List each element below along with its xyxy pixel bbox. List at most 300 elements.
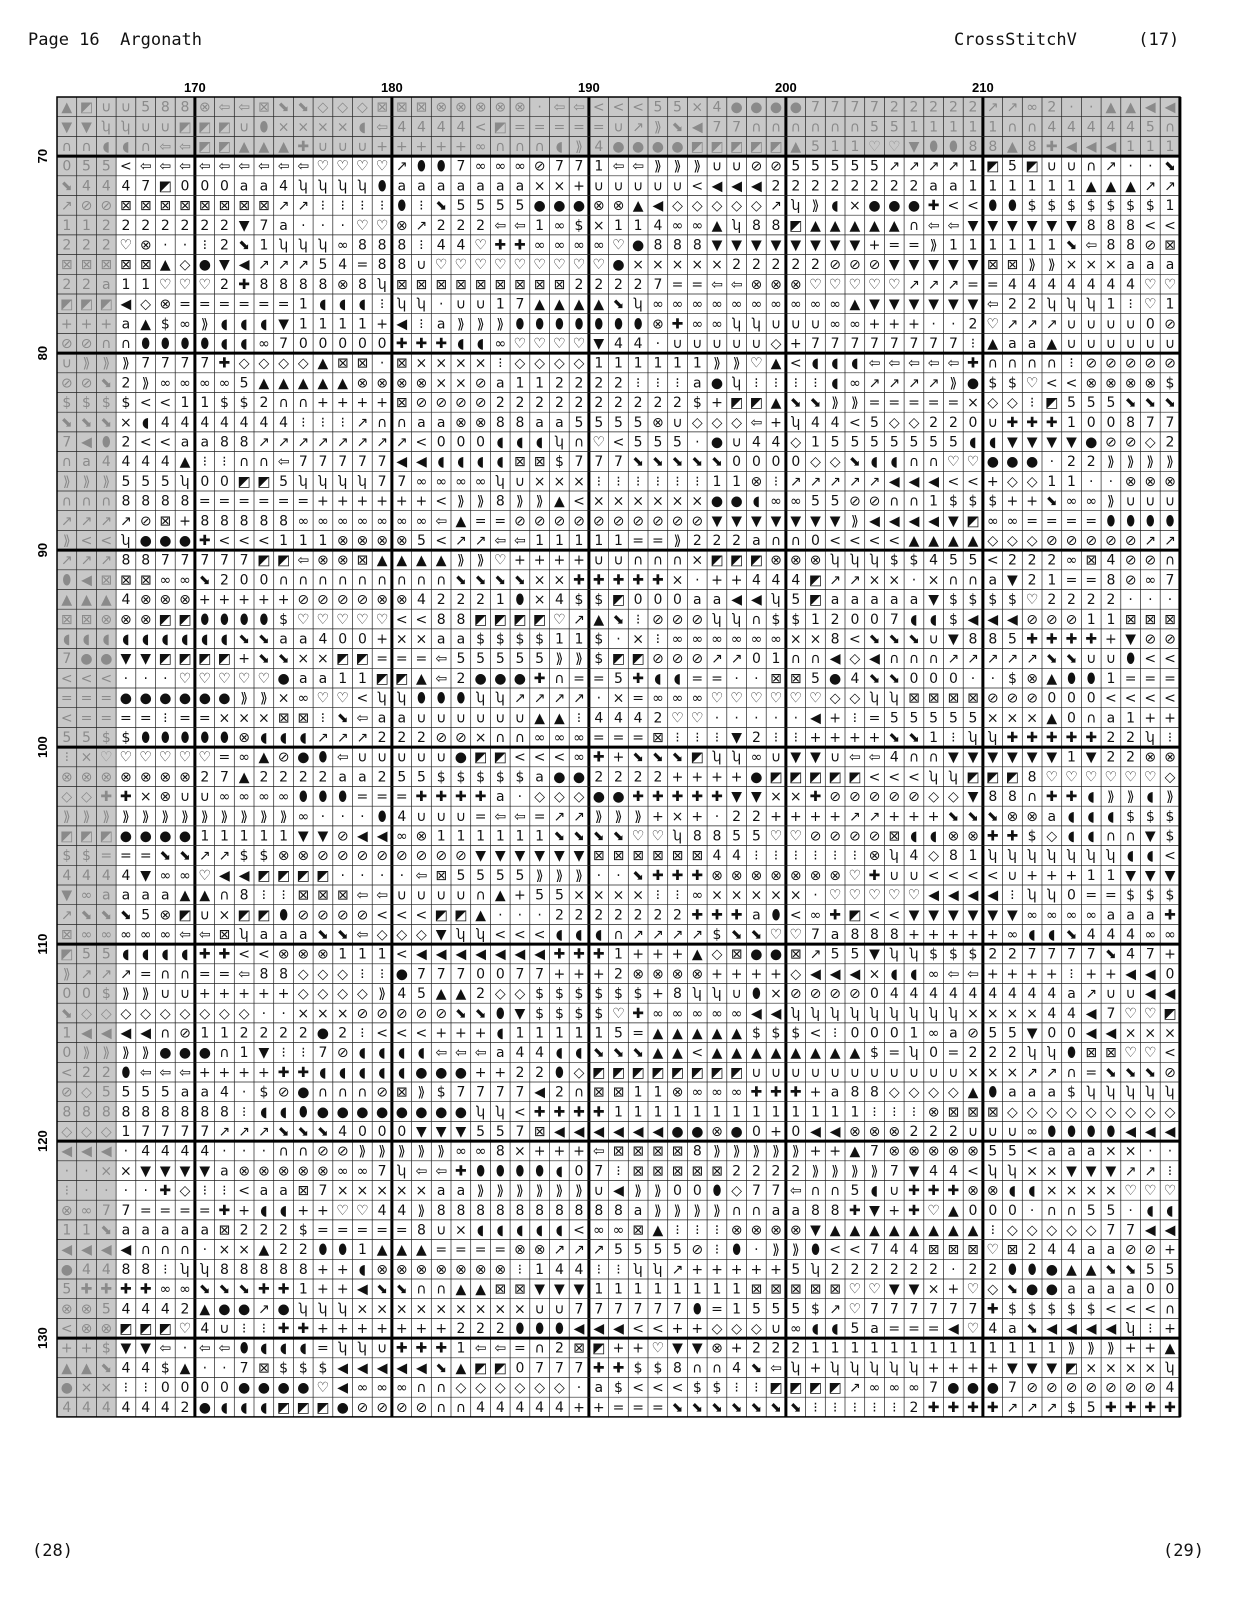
stitch-symbol: ◀ xyxy=(574,1321,585,1337)
stitch-symbol: · xyxy=(616,632,620,648)
stitch-symbol: ⟫ xyxy=(556,868,564,884)
stitch-symbol: ◖ xyxy=(1147,1203,1154,1219)
stitch-symbol: ⊠ xyxy=(810,1282,822,1298)
stitch-symbol: ⊘ xyxy=(435,1006,447,1022)
stitch-symbol: ⊠ xyxy=(691,848,703,864)
stitch-symbol: ⇦ xyxy=(278,159,290,175)
stitch-symbol: ♡ xyxy=(770,691,783,707)
stitch-symbol: × xyxy=(1046,1183,1058,1199)
stitch-symbol: 2 xyxy=(791,257,800,273)
stitch-symbol: ∞ xyxy=(376,1380,388,1396)
stitch-symbol: ▲ xyxy=(653,1045,664,1061)
stitch-symbol: 1 xyxy=(82,1223,91,1239)
stitch-symbol: 5 xyxy=(811,159,820,175)
stitch-symbol: ⬮ xyxy=(988,198,997,214)
stitch-symbol: ◇ xyxy=(495,1380,506,1396)
stitch-symbol: ◩ xyxy=(395,671,408,687)
stitch-symbol: ⊘ xyxy=(337,592,349,608)
stitch-symbol: ⬊ xyxy=(435,198,447,214)
stitch-symbol: ⁝ xyxy=(222,1183,226,1199)
stitch-symbol: ⊗ xyxy=(514,1242,526,1258)
stitch-symbol: ⊘ xyxy=(1144,632,1156,648)
stitch-symbol: 1 xyxy=(62,218,71,234)
stitch-symbol: ʮ xyxy=(318,474,327,490)
stitch-symbol: ∞ xyxy=(120,927,132,943)
stitch-symbol: ◇ xyxy=(180,1006,191,1022)
stitch-symbol: ▼ xyxy=(1007,750,1018,766)
stitch-symbol: ▲ xyxy=(278,139,289,155)
stitch-symbol: ⬮ xyxy=(200,730,209,746)
stitch-symbol: ↗ xyxy=(948,159,960,175)
stitch-symbol: ◇ xyxy=(534,356,545,372)
stitch-symbol: ◇ xyxy=(790,435,801,451)
stitch-symbol: a xyxy=(141,1223,150,1239)
stitch-symbol: 1 xyxy=(634,1282,643,1298)
stitch-symbol: < xyxy=(691,1045,703,1061)
stitch-symbol: ● xyxy=(218,691,230,707)
stitch-symbol: ▼ xyxy=(515,1006,526,1022)
stitch-symbol: ∞ xyxy=(711,1085,723,1101)
stitch-symbol: ∩ xyxy=(515,139,525,155)
stitch-symbol: < xyxy=(376,907,388,923)
stitch-symbol: ◩ xyxy=(730,1065,743,1081)
stitch-symbol: ▲ xyxy=(790,1045,801,1061)
stitch-symbol: ▲ xyxy=(1165,1341,1176,1357)
stitch-symbol: ● xyxy=(829,671,841,687)
stitch-symbol: 2 xyxy=(259,395,268,411)
stitch-symbol: ↗ xyxy=(1007,1400,1019,1416)
page-label: Page 16 xyxy=(28,30,100,50)
stitch-symbol: a xyxy=(457,1183,466,1199)
stitch-symbol: ↗ xyxy=(1144,1163,1156,1179)
stitch-symbol: 5 xyxy=(614,415,623,431)
stitch-symbol: ⇦ xyxy=(613,159,625,175)
stitch-symbol: 1 xyxy=(614,356,623,372)
stitch-symbol: = xyxy=(613,730,625,746)
stitch-symbol: ◀ xyxy=(121,1026,132,1042)
stitch-symbol: ⁝ xyxy=(675,730,679,746)
stitch-symbol: ▼ xyxy=(515,848,526,864)
stitch-symbol: ∩ xyxy=(141,139,151,155)
stitch-symbol: a xyxy=(437,316,446,332)
stitch-symbol: ∩ xyxy=(1027,119,1037,135)
stitch-symbol: ◖ xyxy=(260,1341,267,1357)
stitch-symbol: 7 xyxy=(535,966,544,982)
stitch-symbol: ⟫ xyxy=(654,1183,662,1199)
stitch-symbol: a xyxy=(693,375,702,391)
stitch-symbol: ∞ xyxy=(573,730,585,746)
stitch-symbol: ♡ xyxy=(494,257,507,273)
stitch-symbol: ⊠ xyxy=(672,1163,684,1179)
stitch-symbol: ⟫ xyxy=(398,1144,406,1160)
stitch-symbol: ◩ xyxy=(80,297,93,313)
stitch-symbol: ♡ xyxy=(1124,1006,1137,1022)
stitch-symbol: · xyxy=(498,907,502,923)
stitch-symbol: 4 xyxy=(555,1400,564,1416)
stitch-symbol: ◀ xyxy=(653,1124,664,1140)
stitch-symbol: ✚ xyxy=(494,238,506,254)
stitch-symbol: × xyxy=(475,730,487,746)
stitch-symbol: × xyxy=(711,257,723,273)
stitch-symbol: ∩ xyxy=(357,1085,367,1101)
stitch-symbol: ◀ xyxy=(121,1242,132,1258)
stitch-symbol: 8 xyxy=(358,238,367,254)
stitch-symbol: $ xyxy=(1146,809,1155,825)
stitch-symbol: 7 xyxy=(673,1301,682,1317)
stitch-symbol: 2 xyxy=(575,375,584,391)
stitch-symbol: ʮ xyxy=(496,1104,505,1120)
stitch-symbol: 7 xyxy=(594,1301,603,1317)
stitch-symbol: < xyxy=(1164,1045,1176,1061)
stitch-symbol: = xyxy=(396,789,408,805)
stitch-symbol: < xyxy=(849,533,861,549)
stitch-symbol: ◇ xyxy=(830,454,841,470)
stitch-symbol: 0 xyxy=(791,1124,800,1140)
stitch-symbol: 5 xyxy=(161,1085,170,1101)
stitch-symbol: ▼ xyxy=(731,238,742,254)
stitch-symbol: ʮ xyxy=(732,612,741,628)
stitch-symbol: ⊘ xyxy=(869,257,881,273)
stitch-symbol: 4 xyxy=(1106,277,1115,293)
stitch-symbol: < xyxy=(238,1183,250,1199)
stitch-symbol: ✚ xyxy=(593,1360,605,1376)
stitch-symbol: 4 xyxy=(181,1144,190,1160)
pattern-name: Argonath xyxy=(120,30,202,50)
stitch-symbol: ▲ xyxy=(1086,1262,1097,1278)
stitch-symbol: ∪ xyxy=(988,1124,998,1140)
stitch-symbol: ◩ xyxy=(691,139,704,155)
stitch-symbol: ◖ xyxy=(103,139,110,155)
stitch-symbol: 4 xyxy=(102,178,111,194)
stitch-symbol: ⊗ xyxy=(81,1321,93,1337)
stitch-symbol: ✚ xyxy=(573,1104,585,1120)
column-label: 210 xyxy=(972,80,994,95)
stitch-symbol: ◇ xyxy=(1027,533,1038,549)
stitch-symbol: 2 xyxy=(515,1065,524,1081)
stitch-symbol: ✚ xyxy=(140,1282,152,1298)
stitch-symbol: ◇ xyxy=(416,927,427,943)
stitch-symbol: ◀ xyxy=(810,966,821,982)
stitch-symbol: 2 xyxy=(535,395,544,411)
stitch-symbol: 1 xyxy=(535,218,544,234)
stitch-symbol: < xyxy=(120,159,132,175)
stitch-symbol: ⊠ xyxy=(967,1104,979,1120)
stitch-symbol: ◇ xyxy=(712,415,723,431)
stitch-symbol: ∪ xyxy=(850,1065,860,1081)
stitch-symbol: ⊘ xyxy=(1105,356,1117,372)
stitch-symbol: ʮ xyxy=(121,533,130,549)
stitch-symbol: $ xyxy=(1008,671,1017,687)
stitch-symbol: ʮ xyxy=(830,1006,839,1022)
stitch-symbol: ♡ xyxy=(376,612,389,628)
stitch-symbol: ∩ xyxy=(850,119,860,135)
stitch-symbol: = xyxy=(376,651,388,667)
stitch-symbol: 2 xyxy=(653,907,662,923)
stitch-symbol: ◇ xyxy=(790,966,801,982)
stitch-symbol: ⊠ xyxy=(632,1163,644,1179)
stitch-symbol: ⊘ xyxy=(1105,1380,1117,1396)
stitch-symbol: 0 xyxy=(1067,710,1076,726)
stitch-symbol: ⁝ xyxy=(1168,730,1172,746)
stitch-symbol: 2 xyxy=(890,1262,899,1278)
stitch-symbol: ∞ xyxy=(357,1380,369,1396)
stitch-symbol: ▼ xyxy=(810,513,821,529)
stitch-symbol: 5 xyxy=(614,1242,623,1258)
stitch-symbol: ⊠ xyxy=(948,1104,960,1120)
stitch-symbol: ⟫ xyxy=(733,356,741,372)
stitch-symbol: ◩ xyxy=(631,1065,644,1081)
stitch-symbol: ♡ xyxy=(711,691,724,707)
stitch-symbol: · xyxy=(124,1183,128,1199)
stitch-symbol: · xyxy=(242,1085,246,1101)
stitch-symbol: 7 xyxy=(240,1360,249,1376)
stitch-symbol: ◩ xyxy=(769,139,782,155)
stitch-symbol: ↗ xyxy=(554,691,566,707)
stitch-symbol: ▼ xyxy=(771,513,782,529)
stitch-symbol: 5 xyxy=(988,1144,997,1160)
stitch-symbol: ∞ xyxy=(928,966,940,982)
stitch-symbol: ⬮ xyxy=(614,316,623,332)
stitch-symbol: 8 xyxy=(988,789,997,805)
stitch-symbol: ⬊ xyxy=(396,1282,408,1298)
stitch-symbol: ✚ xyxy=(416,789,428,805)
stitch-symbol: ✚ xyxy=(120,789,132,805)
stitch-symbol: ⊘ xyxy=(1144,1380,1156,1396)
stitch-symbol: a xyxy=(989,572,998,588)
stitch-symbol: < xyxy=(61,671,73,687)
stitch-symbol: 4 xyxy=(850,671,859,687)
stitch-symbol: ⁝ xyxy=(65,1183,69,1199)
stitch-symbol: ◖ xyxy=(497,1223,504,1239)
stitch-symbol: ⁝ xyxy=(774,848,778,864)
stitch-symbol: ⬮ xyxy=(1067,1045,1076,1061)
stitch-symbol: a xyxy=(358,769,367,785)
stitch-symbol: 8 xyxy=(1008,789,1017,805)
stitch-symbol: · xyxy=(262,1006,266,1022)
stitch-symbol: 4 xyxy=(82,178,91,194)
stitch-symbol: ∩ xyxy=(1086,159,1096,175)
stitch-symbol: ⊠ xyxy=(120,572,132,588)
stitch-symbol: ▼ xyxy=(731,730,742,746)
stitch-symbol: ◀ xyxy=(357,829,368,845)
stitch-symbol: ⊠ xyxy=(199,198,211,214)
stitch-symbol: ʮ xyxy=(239,927,248,943)
stitch-symbol: ∩ xyxy=(101,336,111,352)
stitch-symbol: ⊘ xyxy=(652,651,664,667)
stitch-symbol: ∞ xyxy=(376,513,388,529)
stitch-symbol: 5 xyxy=(1087,1400,1096,1416)
stitch-symbol: ✚ xyxy=(770,1085,782,1101)
stitch-symbol: ◖ xyxy=(221,316,228,332)
stitch-symbol: 1 xyxy=(1126,710,1135,726)
stitch-symbol: ◀ xyxy=(574,1124,585,1140)
stitch-symbol: ▼ xyxy=(968,907,979,923)
stitch-symbol: ⟫ xyxy=(634,1183,642,1199)
stitch-symbol: 4 xyxy=(732,848,741,864)
stitch-symbol: ⊗ xyxy=(1105,375,1117,391)
stitch-symbol: ▲ xyxy=(633,198,644,214)
stitch-symbol: × xyxy=(455,356,467,372)
stitch-symbol: ♡ xyxy=(829,888,842,904)
stitch-symbol: 0 xyxy=(1166,966,1175,982)
stitch-symbol: 2 xyxy=(1028,572,1037,588)
stitch-symbol: ⊗ xyxy=(810,868,822,884)
stitch-symbol: ▲ xyxy=(534,710,545,726)
stitch-symbol: $ xyxy=(62,848,71,864)
stitch-symbol: ⁝ xyxy=(833,1400,837,1416)
stitch-symbol: ◀ xyxy=(1165,1223,1176,1239)
stitch-symbol: + xyxy=(534,1144,546,1160)
footer-right-page: (29) xyxy=(1163,1541,1204,1561)
stitch-symbol: ⁝ xyxy=(675,375,679,391)
stitch-symbol: ∞ xyxy=(672,218,684,234)
stitch-symbol: ✚ xyxy=(593,750,605,766)
stitch-symbol: ◖ xyxy=(240,1400,247,1416)
stitch-symbol: 2 xyxy=(929,1124,938,1140)
stitch-symbol: ● xyxy=(514,671,526,687)
stitch-symbol: 8 xyxy=(1106,572,1115,588)
stitch-symbol: ♡ xyxy=(849,1282,862,1298)
stitch-symbol: ▼ xyxy=(968,750,979,766)
stitch-symbol: $ xyxy=(1028,198,1037,214)
stitch-symbol: a xyxy=(1067,1282,1076,1298)
stitch-symbol: ◖ xyxy=(240,336,247,352)
stitch-symbol: ◩ xyxy=(848,769,861,785)
stitch-symbol: ↗ xyxy=(829,1301,841,1317)
stitch-symbol: ● xyxy=(277,1301,289,1317)
stitch-symbol: 5 xyxy=(831,159,840,175)
stitch-symbol: ▼ xyxy=(81,119,92,135)
stitch-symbol: $ xyxy=(1126,888,1135,904)
stitch-symbol: 7 xyxy=(161,553,170,569)
stitch-symbol: = xyxy=(258,494,270,510)
stitch-symbol: ◀ xyxy=(140,1026,151,1042)
stitch-symbol: + xyxy=(652,809,664,825)
stitch-symbol: ⬊ xyxy=(238,1282,250,1298)
stitch-symbol: ⬮ xyxy=(929,139,938,155)
stitch-symbol: $ xyxy=(121,395,130,411)
stitch-symbol: = xyxy=(100,848,112,864)
stitch-symbol: 0 xyxy=(200,178,209,194)
stitch-symbol: 5 xyxy=(850,1183,859,1199)
stitch-symbol: ⊘ xyxy=(849,257,861,273)
stitch-symbol: ◀ xyxy=(219,868,230,884)
stitch-symbol: 1 xyxy=(969,159,978,175)
stitch-symbol: ⬊ xyxy=(888,730,900,746)
stitch-symbol: ∩ xyxy=(751,119,761,135)
stitch-symbol: ▲ xyxy=(554,494,565,510)
stitch-symbol: ▲ xyxy=(987,336,998,352)
stitch-symbol: ✚ xyxy=(219,1203,231,1219)
stitch-symbol: ⇦ xyxy=(514,533,526,549)
stitch-symbol: ♡ xyxy=(927,1203,940,1219)
stitch-symbol: ◖ xyxy=(260,1203,267,1219)
stitch-symbol: ⊠ xyxy=(278,710,290,726)
stitch-symbol: 1 xyxy=(476,829,485,845)
stitch-symbol: ◩ xyxy=(159,651,172,667)
stitch-symbol: ⊗ xyxy=(928,1144,940,1160)
stitch-symbol: ⬮ xyxy=(1067,1124,1076,1140)
stitch-symbol: = xyxy=(1085,888,1097,904)
stitch-symbol: $ xyxy=(1067,1301,1076,1317)
stitch-symbol: ⁝ xyxy=(675,474,679,490)
stitch-symbol: ⬮ xyxy=(102,435,111,451)
stitch-symbol: ✚ xyxy=(632,572,644,588)
stitch-symbol: ʮ xyxy=(909,1006,918,1022)
stitch-symbol: 4 xyxy=(515,1400,524,1416)
stitch-symbol: $ xyxy=(279,612,288,628)
stitch-symbol: ✚ xyxy=(1125,1400,1137,1416)
stitch-symbol: ✚ xyxy=(987,1400,999,1416)
stitch-symbol: ◇ xyxy=(81,1085,92,1101)
stitch-symbol: · xyxy=(754,671,758,687)
stitch-symbol: ◖ xyxy=(240,316,247,332)
stitch-symbol: < xyxy=(967,474,979,490)
stitch-symbol: ● xyxy=(258,1380,270,1396)
stitch-symbol: · xyxy=(734,671,738,687)
stitch-symbol: 2 xyxy=(693,533,702,549)
stitch-symbol: ʮ xyxy=(732,375,741,391)
stitch-symbol: + xyxy=(829,1144,841,1160)
stitch-symbol: 7 xyxy=(870,1301,879,1317)
stitch-symbol: a xyxy=(831,927,840,943)
stitch-symbol: ∞ xyxy=(219,789,231,805)
stitch-symbol: 4 xyxy=(929,1163,938,1179)
stitch-symbol: $ xyxy=(653,1360,662,1376)
stitch-symbol: 7 xyxy=(496,1085,505,1101)
stitch-symbol: ∩ xyxy=(534,139,544,155)
stitch-symbol: ⊘ xyxy=(357,848,369,864)
stitch-symbol: 7 xyxy=(870,336,879,352)
stitch-symbol: ∞ xyxy=(928,1026,940,1042)
stitch-symbol: ◩ xyxy=(316,1400,329,1416)
stitch-symbol: ▲ xyxy=(1046,671,1057,687)
stitch-symbol: · xyxy=(1089,474,1093,490)
stitch-symbol: ∩ xyxy=(298,1144,308,1160)
stitch-symbol: 7 xyxy=(220,553,229,569)
stitch-symbol: ⬊ xyxy=(652,454,664,470)
stitch-symbol: $ xyxy=(240,848,249,864)
stitch-symbol: ♡ xyxy=(435,257,448,273)
stitch-symbol: × xyxy=(770,888,782,904)
stitch-symbol: 4 xyxy=(62,868,71,884)
stitch-symbol: = xyxy=(652,1400,664,1416)
stitch-symbol: ⊘ xyxy=(751,159,763,175)
stitch-symbol: ∞ xyxy=(711,297,723,313)
stitch-symbol: ● xyxy=(140,691,152,707)
stitch-symbol: ∩ xyxy=(62,139,72,155)
stitch-symbol: < xyxy=(672,1380,684,1396)
stitch-symbol: ⬊ xyxy=(297,100,309,116)
stitch-symbol: ◀ xyxy=(830,651,841,667)
stitch-symbol: 4 xyxy=(1126,947,1135,963)
stitch-symbol: ↗ xyxy=(416,218,428,234)
stitch-symbol: 8 xyxy=(161,494,170,510)
stitch-symbol: 2 xyxy=(102,1065,111,1081)
stitch-symbol: ⊠ xyxy=(1144,612,1156,628)
stitch-symbol: ✚ xyxy=(573,572,585,588)
stitch-symbol: ∞ xyxy=(455,474,467,490)
stitch-symbol: ⊗ xyxy=(61,769,73,785)
stitch-symbol: ⊠ xyxy=(337,356,349,372)
stitch-symbol: ◖ xyxy=(812,356,819,372)
stitch-symbol: ∪ xyxy=(613,119,623,135)
stitch-symbol: ▼ xyxy=(869,1203,880,1219)
stitch-symbol: ⊗ xyxy=(317,1163,329,1179)
stitch-symbol: 8 xyxy=(772,218,781,234)
stitch-symbol: · xyxy=(537,907,541,923)
stitch-symbol: ⊗ xyxy=(731,1223,743,1239)
